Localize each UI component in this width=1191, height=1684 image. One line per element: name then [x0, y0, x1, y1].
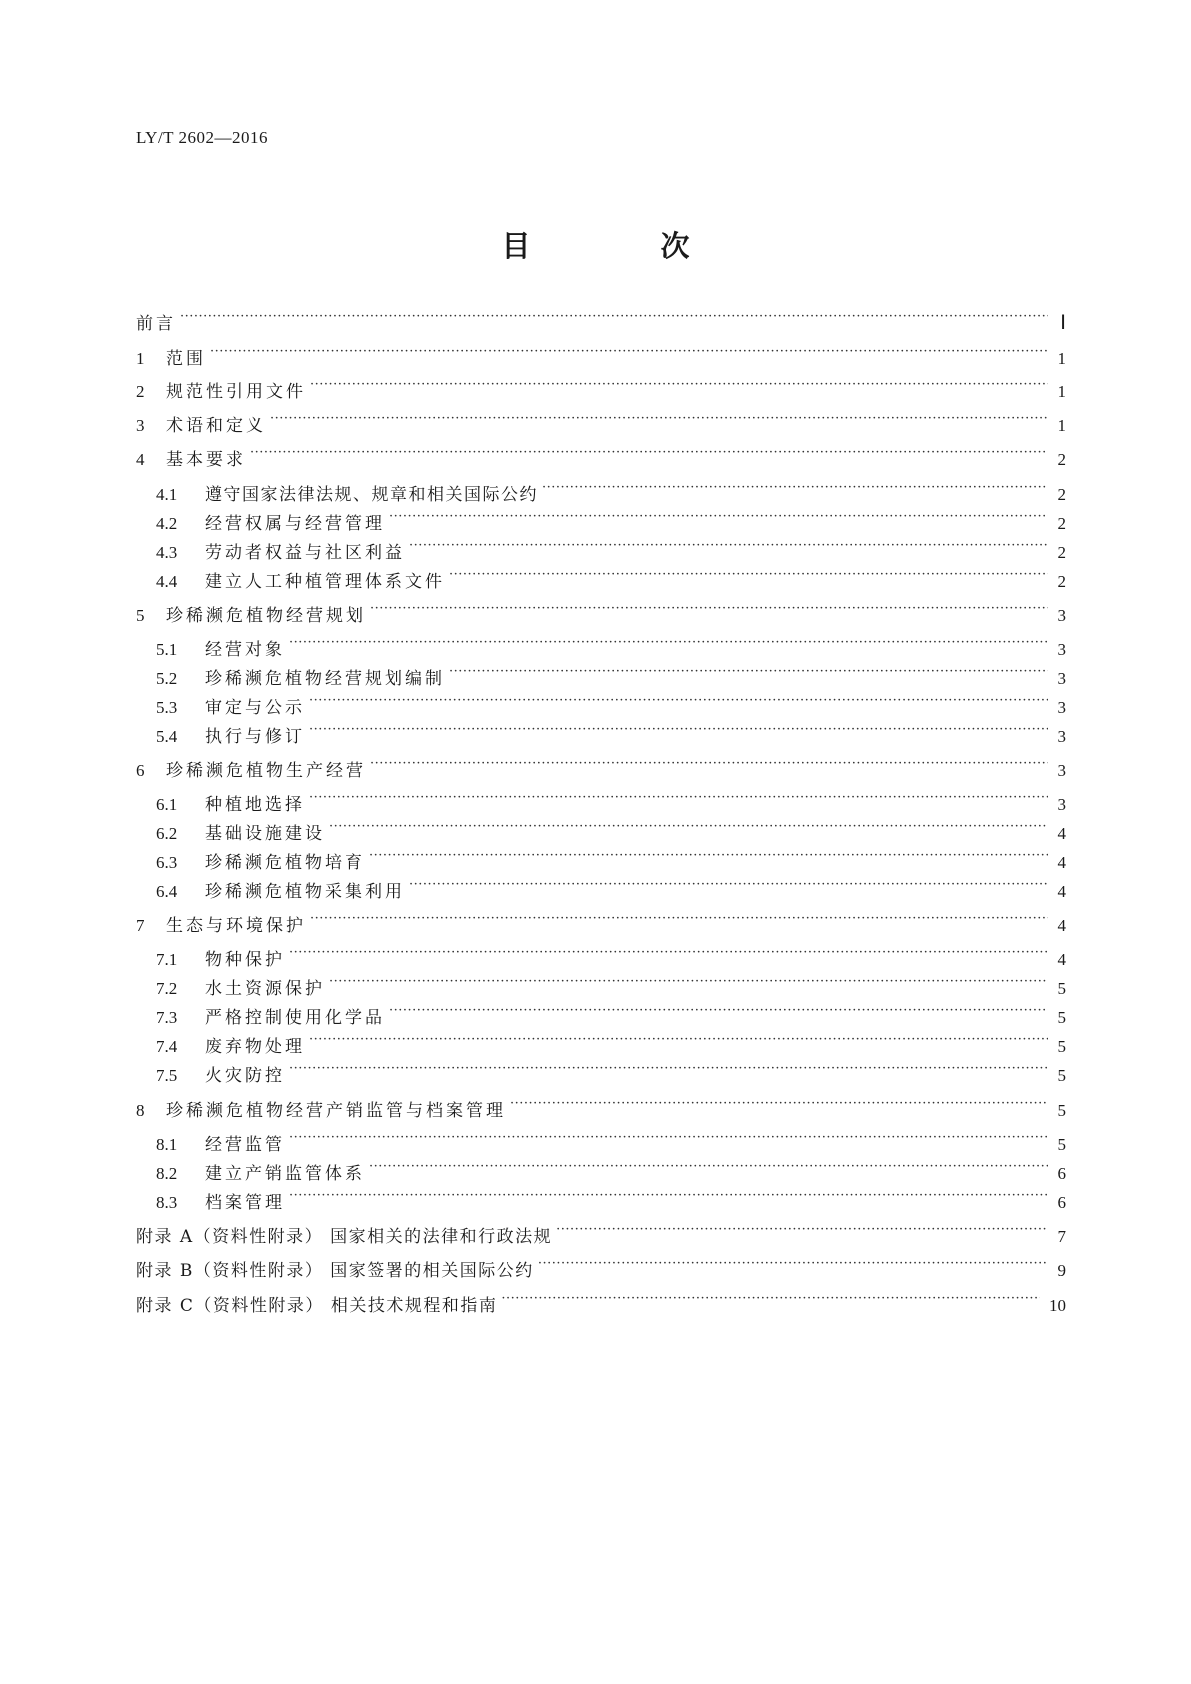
toc-entry-page: 2 [1057, 572, 1066, 591]
page-title: 目 次 [501, 229, 750, 263]
toc-entry-page: 4 [1057, 950, 1066, 969]
toc-entry-title: 珍稀濒危植物经营产销监管与档案管理 [166, 1101, 506, 1121]
toc-entry-title: 种植地选择 [205, 795, 305, 815]
toc-entry-number: 1 [136, 349, 145, 368]
toc-entry-page: 2 [1057, 514, 1066, 533]
toc-entry-number: 5 [136, 606, 145, 625]
toc-entry-page: 10 [1049, 1296, 1066, 1315]
dot-leader [289, 1184, 1048, 1208]
toc-entry-page: 5 [1057, 1135, 1066, 1154]
toc-entry-number: 7.1 [156, 950, 178, 969]
toc-entry-page: 5 [1057, 979, 1066, 998]
toc-entry-title: 附录 B（资料性附录） 国家签署的相关国际公约 [136, 1261, 534, 1281]
toc-entry-title: 执行与修订 [205, 727, 305, 747]
dot-leader [389, 999, 1048, 1023]
toc-entry-title: 经营权属与经营管理 [205, 514, 385, 534]
toc-entry-number: 7.5 [156, 1066, 178, 1085]
toc-entry-appendix-b[interactable] [136, 1252, 1066, 1283]
toc-entry-7-5[interactable] [156, 1057, 1066, 1088]
dot-leader [370, 752, 1048, 776]
toc-entry-title: 基本要求 [166, 450, 246, 470]
toc-entry-number: 6.1 [156, 795, 178, 814]
toc-entry-number: 4.2 [156, 514, 178, 533]
toc-entry-6-3[interactable] [156, 844, 1066, 875]
toc-entry-page: 3 [1057, 761, 1066, 780]
toc-entry-number: 4.3 [156, 543, 178, 562]
toc-entry-page: 6 [1057, 1164, 1066, 1183]
toc-entry-number: 4.1 [156, 485, 178, 504]
toc-entry-number: 6.2 [156, 824, 178, 843]
toc-entry-7-1[interactable] [156, 941, 1066, 972]
toc-entry-7[interactable] [136, 907, 1066, 938]
toc-entry-1[interactable] [136, 340, 1066, 371]
toc-entry-page: 3 [1057, 669, 1066, 688]
dot-leader [310, 373, 1048, 397]
toc-entry-page: 1 [1057, 382, 1066, 401]
dot-leader [449, 660, 1048, 684]
toc-entry-8-3[interactable] [156, 1184, 1066, 1215]
toc-entry-6-1[interactable] [156, 786, 1066, 817]
toc-entry-title: 珍稀濒危植物采集利用 [205, 882, 405, 902]
dot-leader [389, 505, 1048, 529]
dot-leader [210, 340, 1048, 364]
toc-entry-title: 规范性引用文件 [166, 382, 306, 402]
toc-entry-title: 附录 C（资料性附录） 相关技术规程和指南 [136, 1296, 498, 1316]
toc-entry-title: 水土资源保护 [205, 979, 325, 999]
toc-entry-title: 档案管理 [205, 1193, 285, 1213]
toc-entry-title: 附录 A（资料性附录） 国家相关的法律和行政法规 [136, 1227, 553, 1247]
toc-entry-title: 珍稀濒危植物经营规划编制 [205, 669, 445, 689]
toc-entry-page: 5 [1057, 1066, 1066, 1085]
toc-entry-number: 6.3 [156, 853, 178, 872]
dot-leader [369, 844, 1048, 868]
toc-entry-page: 3 [1057, 727, 1066, 746]
toc-entry-5-3[interactable] [156, 689, 1066, 720]
toc-entry-title: 珍稀濒危植物生产经营 [166, 761, 366, 781]
toc-entry-title: 基础设施建设 [205, 824, 325, 844]
dot-leader [289, 1126, 1048, 1150]
dot-leader [289, 631, 1048, 655]
toc-entry-4-3[interactable] [156, 534, 1066, 565]
toc-entry-title: 建立人工种植管理体系文件 [205, 572, 445, 592]
toc-entry-page: 3 [1057, 795, 1066, 814]
dot-leader [309, 786, 1048, 810]
toc-entry-title: 珍稀濒危植物培育 [205, 853, 365, 873]
toc-entry-title: 珍稀濒危植物经营规划 [166, 606, 366, 626]
toc-entry-page: 3 [1057, 606, 1066, 625]
toc-entry-7-4[interactable] [156, 1028, 1066, 1059]
toc-entry-page: 6 [1057, 1193, 1066, 1212]
toc-entry-page: 2 [1057, 485, 1066, 504]
toc-entry-number: 4.4 [156, 572, 178, 591]
toc-entry-number: 4 [136, 450, 145, 469]
toc-entry-appendix-c[interactable] [136, 1287, 1066, 1318]
toc-entry-title: 经营监管 [205, 1135, 285, 1155]
toc-entry-title: 劳动者权益与社区利益 [205, 543, 405, 563]
toc-entry-number: 7.2 [156, 979, 178, 998]
toc-entry-page: 3 [1057, 698, 1066, 717]
toc-entry-6[interactable] [136, 752, 1066, 783]
dot-leader [501, 1287, 1040, 1311]
toc-entry-page: Ⅰ [1060, 312, 1066, 334]
toc-entry-page: 2 [1057, 450, 1066, 469]
dot-leader [309, 1028, 1048, 1052]
toc-entry-page: 5 [1057, 1037, 1066, 1056]
toc-entry-2[interactable] [136, 373, 1066, 404]
toc-entry-title: 生态与环境保护 [166, 916, 306, 936]
dot-leader [270, 407, 1048, 431]
toc-entry-page: 2 [1057, 543, 1066, 562]
toc-entry-title: 遵守国家法律法规、规章和相关国际公约 [205, 485, 538, 505]
dot-leader [289, 1057, 1048, 1081]
toc-entry-number: 2 [136, 382, 145, 401]
toc-entry-page: 9 [1057, 1261, 1066, 1280]
toc-entry-number: 6.4 [156, 882, 178, 901]
toc-entry-page: 4 [1057, 882, 1066, 901]
toc-entry-number: 3 [136, 416, 145, 435]
dot-leader [329, 815, 1048, 839]
toc-entry-number: 8.1 [156, 1135, 178, 1154]
toc-entry-4-4[interactable] [156, 563, 1066, 594]
dot-leader [250, 441, 1048, 465]
dot-leader [409, 534, 1048, 558]
dot-leader [538, 1252, 1048, 1276]
toc-entry-appendix-a[interactable] [136, 1218, 1066, 1249]
dot-leader [556, 1218, 1048, 1242]
toc-entry-4-2[interactable] [156, 505, 1066, 536]
toc-entry-title: 范围 [166, 349, 206, 369]
dot-leader [329, 970, 1048, 994]
toc-entry-page: 1 [1057, 349, 1066, 368]
toc-entry-page: 3 [1057, 640, 1066, 659]
toc-entry-5[interactable] [136, 597, 1066, 628]
toc-entry-number: 8.2 [156, 1164, 178, 1183]
dot-leader [370, 597, 1048, 621]
toc-entry-number: 6 [136, 761, 145, 780]
toc-entry-number: 5.1 [156, 640, 178, 659]
toc-entry-title: 审定与公示 [205, 698, 305, 718]
toc-entry-number: 5.2 [156, 669, 178, 688]
toc-entry-page: 4 [1057, 916, 1066, 935]
toc-entry-page: 5 [1057, 1008, 1066, 1027]
dot-leader [310, 907, 1048, 931]
toc-entry-title: 严格控制使用化学品 [205, 1008, 385, 1028]
toc-entry-8-1[interactable] [156, 1126, 1066, 1157]
dot-leader [309, 718, 1048, 742]
dot-leader [409, 873, 1048, 897]
toc-entry-5-2[interactable] [156, 660, 1066, 691]
toc-entry-5-4[interactable] [156, 718, 1066, 749]
toc-entry-8[interactable] [136, 1092, 1066, 1123]
toc-entry-page: 7 [1057, 1227, 1066, 1246]
toc-entry-4-1[interactable] [156, 476, 1066, 507]
toc-entry-title: 经营对象 [205, 640, 285, 660]
toc-entry-page: 4 [1057, 824, 1066, 843]
toc-entry-8-2[interactable] [156, 1155, 1066, 1186]
dot-leader [309, 689, 1048, 713]
toc-entry-6-2[interactable] [156, 815, 1066, 846]
toc-entry-title: 建立产销监管体系 [205, 1164, 365, 1184]
toc-entry-number: 5.4 [156, 727, 178, 746]
dot-leader [449, 563, 1048, 587]
toc-entry-number: 7 [136, 916, 145, 935]
toc-entry-title: 术语和定义 [166, 416, 266, 436]
toc-entry-6-4[interactable] [156, 873, 1066, 904]
toc-entry-4[interactable] [136, 441, 1066, 472]
toc-entry-page: 1 [1057, 416, 1066, 435]
toc-entry-page: 5 [1057, 1101, 1066, 1120]
toc-entry-number: 8.3 [156, 1193, 178, 1212]
dot-leader [510, 1092, 1048, 1116]
dot-leader [542, 476, 1048, 500]
toc-entry-number: 7.3 [156, 1008, 178, 1027]
toc-entry-title: 火灾防控 [205, 1066, 285, 1086]
toc-entry-title: 前言 [136, 314, 176, 334]
toc-entry-number: 5.3 [156, 698, 178, 717]
toc-entry-number: 8 [136, 1101, 145, 1120]
toc-entry-number: 7.4 [156, 1037, 178, 1056]
document-code: LY/T 2602—2016 [136, 128, 269, 147]
dot-leader [289, 941, 1048, 965]
toc-entry-foreword[interactable] [136, 305, 1066, 336]
dot-leader [180, 305, 1048, 329]
toc-entry-title: 废弃物处理 [205, 1037, 305, 1057]
toc-entry-7-2[interactable] [156, 970, 1066, 1001]
toc-entry-title: 物种保护 [205, 950, 285, 970]
toc-entry-page: 4 [1057, 853, 1066, 872]
dot-leader [369, 1155, 1048, 1179]
toc-entry-5-1[interactable] [156, 631, 1066, 662]
toc-entry-7-3[interactable] [156, 999, 1066, 1030]
toc-entry-3[interactable] [136, 407, 1066, 438]
